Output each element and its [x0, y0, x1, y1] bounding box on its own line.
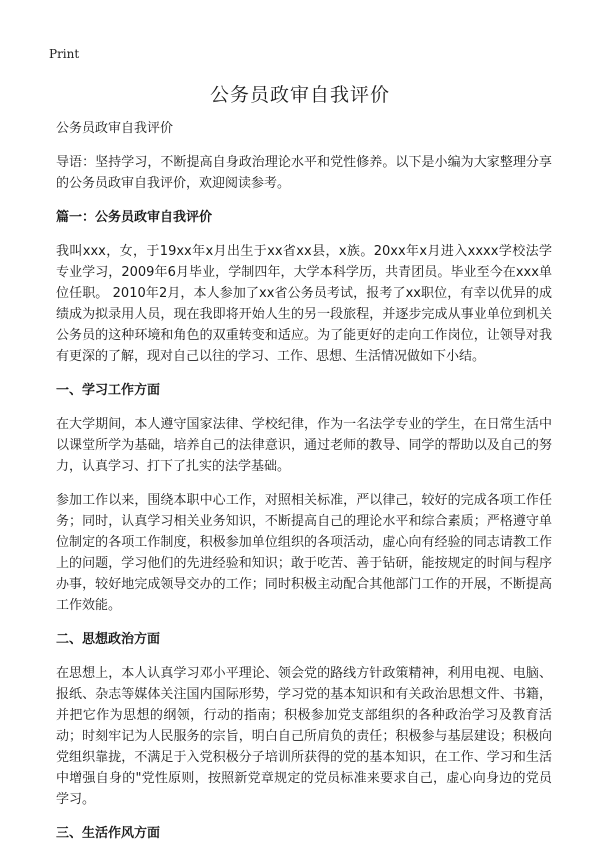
article-subtitle: 公务员政审自我评价 — [56, 121, 174, 136]
page-title: 公务员政审自我评价 — [209, 84, 390, 106]
section-heading-study: 一、学习工作方面 — [56, 383, 161, 398]
print-link[interactable]: Print — [49, 47, 80, 61]
politics-paragraph-1: 在思想上，本人认真学习邓小平理论、领会党的路线方针政策精神，利用电视、电脑、报纸、杂志等媒体关注国内国际形势，学习党的基本知识和有关政治思想文件、书籍，并把它作为思想的纲领，行动的指南；积极参加党支部组织的各种政治学习及教育活动；时刻牢记为人民服务的宗旨，明白自己所肩负的责任；积极参与基层建设；积极向党组织靠拢，不满足于入党积极分子培训所获得的党的基本知识，在工作、学习和生活中增强自身的"党性原则，按照新党章规定的党员标准来要求自己，虚心向身边的党员学习。 — [56, 666, 552, 807]
intro-paragraph: 导语：坚持学习，不断提高自身政治理论水平和党性修养。以下是小编为大家整理分享的公务员政审自我评价，欢迎阅读参考。 — [56, 155, 552, 191]
section-heading-politics: 二、思想政治方面 — [56, 632, 161, 647]
article-body — [56, 118, 552, 857]
part-one-paragraph: 我叫xxx，女，于19xx年x月出生于xx省xx县，x族。20xx年x月进入xxxx学校法学专业学习，2009年6月毕业，学制四年，大学本科学历，共青团员。毕业至今在xxx单位任职。 2010年2月，本人参加了xx省公务员考试，报考了xx职位，有幸以优异的成绩成为拟录用人员，现在我即将开始人生的另一段旅程，并逐步完成从事业单位到机关公务员的这种环境和角色的双重转变和适应。为了能更好的走向工作岗位，让领导对我有更深的了解，现对自己以往的学习、工作、思想、生活情况做如下小结。 — [56, 244, 552, 364]
section-heading-life: 三、生活作风方面 — [56, 826, 161, 841]
part-one-heading: 篇一：公务员政审自我评价 — [56, 210, 213, 225]
study-paragraph-1: 在大学期间，本人遵守国家法律、学校纪律，作为一名法学专业的学生，在日常生活中以课堂所学为基础，培养自己的法律意识，通过老师的教导、同学的帮助以及自己的努力，认真学习、打下了扎实的法学基础。 — [56, 417, 552, 474]
study-paragraph-2: 参加工作以来，围绕本职中心工作，对照相关标准，严以律己，较好的完成各项工作任务；同时，认真学习相关业务知识，不断提高自己的理论水平和综合素质；严格遵守单位制定的各项工作制度，积极参加单位组织的各项活动，虚心向有经验的同志请教工作上的问题，学习他们的先进经验和知识；敢于吃苦、善于钻研，能按规定的时间与程序办事，较好地完成领导交办的工作；同时积极主动配合其他部门工作的开展，不断提高工作效能。 — [56, 493, 552, 613]
